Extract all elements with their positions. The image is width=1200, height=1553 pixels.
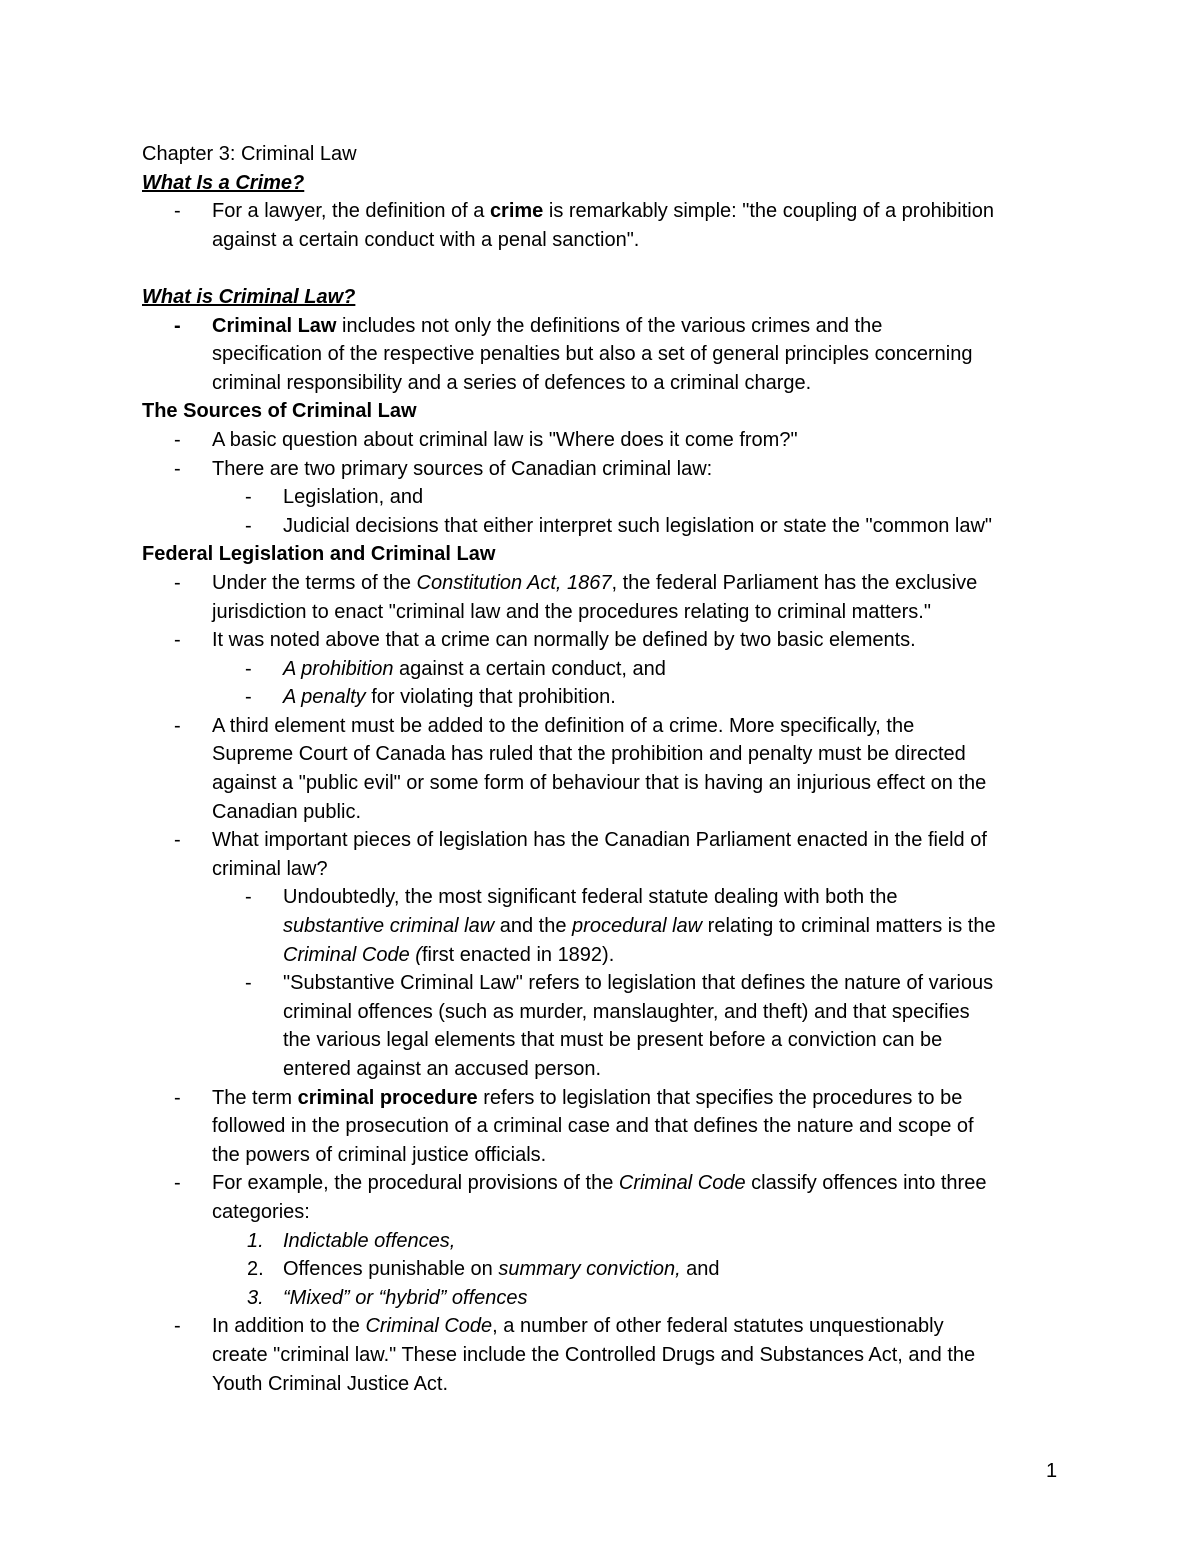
list-item: - For a lawyer, the definition of a crime is remarkably simple: "the coupling of a prohibition against a certain conduct with a penal sanction".	[142, 197, 1072, 254]
dash-bullet: -	[174, 1086, 181, 1109]
dash-bullet: -	[174, 829, 181, 852]
dash-bullet: -	[245, 657, 252, 680]
dash-bullet: -	[245, 972, 252, 995]
list-item: - Under the terms of the Constitution Act, 1867, the federal Parliament has the exclusive jurisdiction to enact "criminal law and the procedures relating to criminal matters."	[142, 569, 1072, 626]
chapter-title: Chapter 3: Criminal Law	[142, 143, 357, 165]
sub-list-item: - Undoubtedly, the most significant federal statute dealing with both the substantive criminal law and the procedural law relating to criminal matters is the Criminal Code (first enacted in 1892).	[142, 883, 1072, 969]
item-number: 3.	[247, 1286, 264, 1309]
bullet-list	[142, 426, 1072, 540]
sub-list-item: - "Substantive Criminal Law" refers to legislation that defines the nature of various criminal offences (such as murder, manslaughter, and theft) and that specifies the various legal elements that must be present before a conviction can be entered against an accused person.	[142, 969, 1072, 1083]
bullet-list	[142, 312, 1072, 398]
numbered-item: 1. Indictable offences,	[142, 1227, 1072, 1256]
numbered-item: 3. “Mixed” or “hybrid” offences	[142, 1284, 1072, 1313]
numbered-list	[212, 1227, 1072, 1313]
dash-bullet: -	[174, 314, 181, 337]
bullet-list	[142, 197, 1072, 254]
list-item: - In addition to the Criminal Code, a number of other federal statutes unquestionably create "criminal law." These include the Controlled Drugs and Substances Act, and the Youth Criminal Justice Act.	[142, 1312, 1072, 1398]
list-item: - Criminal Law includes not only the definitions of the various crimes and the specification of the respective penalties but also a set of general principles concerning criminal responsibility and a series of defences to a criminal charge.	[142, 312, 1072, 398]
dash-bullet: -	[245, 686, 252, 709]
dash-bullet: -	[245, 486, 252, 509]
list-item: - What important pieces of legislation has the Canadian Parliament enacted in the field of criminal law? - Undoubtedly, the most significant federal statute dealing with both the substantive criminal law and the procedural law relating to criminal matters is the Criminal Code (first enacted in 1892). - "Substantive Criminal Law" refers to legislation that defines the nature of various criminal offences (such as murder, manslaughter, and theft) and that specifies the various legal elements that must be present before a conviction can be entered against an accused person.	[142, 826, 1072, 1083]
sub-bullet-list	[212, 883, 1072, 1083]
dash-bullet: -	[174, 457, 181, 480]
sub-bullet-list	[212, 483, 1072, 540]
sub-list-item: - A prohibition against a certain conduct, and	[142, 655, 1072, 684]
item-number: 2.	[247, 1258, 264, 1281]
dash-bullet: -	[174, 714, 181, 737]
heading-federal-legislation: Federal Legislation and Criminal Law	[142, 543, 496, 566]
document-body	[142, 140, 1072, 1398]
sub-list-item: - A penalty for violating that prohibition.	[142, 683, 1072, 712]
dash-bullet: -	[174, 1315, 181, 1338]
dash-bullet: -	[245, 886, 252, 909]
sub-list-item: - Judicial decisions that either interpret such legislation or state the "common law"	[142, 512, 1072, 541]
list-item: - A third element must be added to the definition of a crime. More specifically, the Supreme Court of Canada has ruled that the prohibition and penalty must be directed against a "public evil" or some form of behaviour that is having an injurious effect on the Canadian public.	[142, 712, 1072, 826]
sub-bullet-list	[212, 655, 1072, 712]
page-number: 1	[1046, 1460, 1058, 1482]
list-item: - A basic question about criminal law is "Where does it come from?"	[142, 426, 1072, 455]
list-item: - It was noted above that a crime can normally be defined by two basic elements. - A prohibition against a certain conduct, and - A penalty for violating that prohibition.	[142, 626, 1072, 712]
dash-bullet: -	[174, 200, 181, 223]
bullet-list	[142, 569, 1072, 1398]
list-item: - There are two primary sources of Canadian criminal law: - Legislation, and - Judicial decisions that either interpret such legislation or state the "common law"	[142, 455, 1072, 541]
numbered-item: 2. Offences punishable on summary conviction, and	[142, 1255, 1072, 1284]
dash-bullet: -	[245, 514, 252, 537]
heading-what-is-a-crime: What Is a Crime?	[142, 171, 305, 194]
dash-bullet: -	[174, 1172, 181, 1195]
dash-bullet: -	[174, 571, 181, 594]
dash-bullet: -	[174, 629, 181, 652]
list-item: - The term criminal procedure refers to legislation that specifies the procedures to be followed in the prosecution of a criminal case and that defines the nature and scope of the powers of criminal justice officials.	[142, 1084, 1072, 1170]
heading-what-is-criminal-law: What is Criminal Law?	[142, 285, 356, 308]
heading-sources-of-criminal-law: The Sources of Criminal Law	[142, 400, 417, 423]
item-number: 1.	[247, 1229, 264, 1252]
list-item: - For example, the procedural provisions of the Criminal Code classify offences into three categories: 1. Indictable offences, 2. Offences punishable on summary conviction, and 3. “Mixed” or “hybrid” offences	[142, 1169, 1072, 1312]
spacer	[142, 254, 1072, 283]
sub-list-item: - Legislation, and	[142, 483, 1072, 512]
dash-bullet: -	[174, 428, 181, 451]
